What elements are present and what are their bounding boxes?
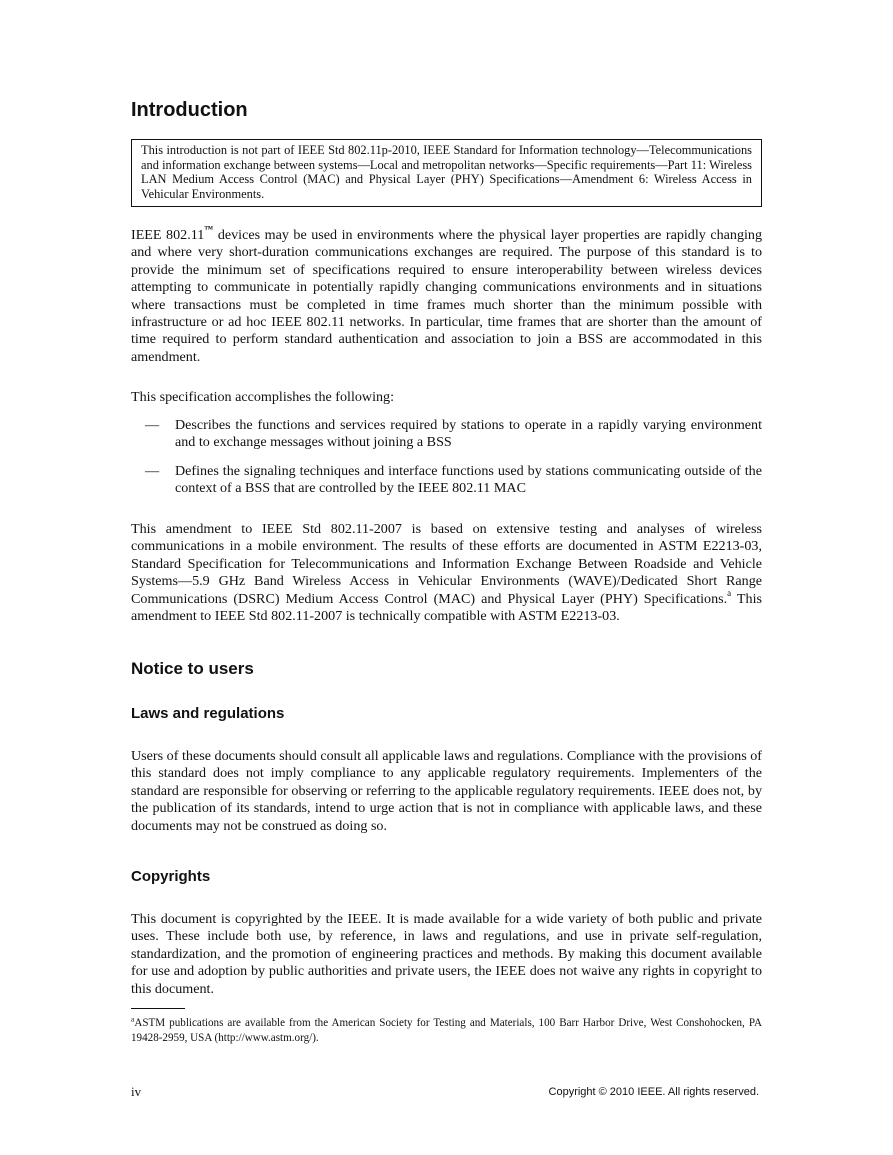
footnote-reference: a xyxy=(727,587,732,598)
intro-paragraph-3-end: This amendment to IEEE Std 802.11-2007 is technically compatible with ASTM E2213-03. xyxy=(131,590,762,625)
intro-paragraph-3-start: This amendment to IEEE Std 802.11-2007 is based on extensive testing and analyses of wireless communications in a mobile environment. The results of these efforts are documented in ASTM E2213-03, Standard Specification for Telecommunications and Information Exchange Between Roadside and Vehicle Systems—5.9 GHz Band Wireless Access in Vehicular Environments (WAVE)/Dedicated Short Range Communications (DSRC) Medium Access Control (MAC) and Physical Layer (PHY) Specifications. xyxy=(131,521,762,607)
footnote-divider xyxy=(131,1008,185,1009)
dash-bullet: — xyxy=(145,462,160,479)
laws-paragraph: Users of these documents should consult all applicable laws and regulations. Compliance with the provisions of this standard does not imply compliance to any applicable regulatory requirements. Implementers of the standard are responsible for observing or referring to the applicable regulatory requirements. IEEE does not, by the publication of its standards, intend to urge action that is not in compliance with applicable laws, and these documents may not be construed as doing so. xyxy=(131,748,762,834)
intro-paragraph-1-start: IEEE 802.11 xyxy=(131,227,205,243)
list-item-text: Defines the signaling techniques and interface functions used by stations communicating outside of the context of a BSS that are controlled by the IEEE 802.11 MAC xyxy=(175,462,762,497)
laws-and-regulations-heading: Laws and regulations xyxy=(131,705,285,722)
intro-paragraph-1 xyxy=(131,224,763,366)
footnote xyxy=(131,1016,762,1046)
introduction-heading: Introduction xyxy=(131,99,248,121)
copyrights-heading: Copyrights xyxy=(131,868,211,885)
intro-paragraph-2: This specification accomplishes the following: xyxy=(131,389,395,405)
dash-bullet: — xyxy=(145,417,160,433)
copyright-footer: Copyright © 2010 IEEE. All rights reserved. xyxy=(548,1086,759,1098)
introduction-note-box: This introduction is not part of IEEE Std 802.11p-2010, IEEE Standard for Information technology—Telecommunications and information exchange between systems—Local and metropolitan networks—Specific requirements—Part 11: Wireless LAN Medium Access Control (MAC) and Physical Layer (PHY) Specifications—Amendment 6: Wireless Access in Vehicular Environments. xyxy=(131,139,762,207)
footnote-text: ASTM publications are available from the American Society for Testing and Materials, 100 Barr Harbor Drive, West Conshohocken, PA 19428-2959, USA (http://www.astm.org/). xyxy=(131,1017,762,1044)
list-item xyxy=(131,463,762,498)
list-item xyxy=(131,417,762,452)
list-item-text: Describes the functions and services required by stations to operate in a rapidly varying environment and to exchange messages without joining a BSS xyxy=(175,417,762,451)
accomplishments-list xyxy=(131,417,762,498)
notice-to-users-heading: Notice to users xyxy=(131,659,254,678)
copyrights-paragraph: This document is copyrighted by the IEEE. It is made available for a wide variety of both public and private uses. These include both use, by reference, in laws and regulations, and use in private self-regulation, standardization, and the promotion of engineering practices and methods. By making this document available for use and adoption by public authorities and private users, the IEEE does not waive any rights in copyright to this document. xyxy=(131,911,762,997)
page-number: iv xyxy=(131,1084,142,1099)
intro-paragraph-3 xyxy=(131,521,762,625)
trademark-symbol: ™ xyxy=(204,224,214,235)
footnote-marker: a xyxy=(131,1014,135,1024)
intro-paragraph-1-rest: devices may be used in environments where the physical layer properties are rapidly changing and where very short-duration communications exchanges are required. The purpose of this standard is to provide the minimum set of specifications required to ensure interoperability between wireless devices attempting to communicate in potentially rapidly changing communications environments and in situations where transactions must be completed in time frames much shorter than the minimum possible with infrastructure or ad hoc IEEE 802.11 networks. In particular, time frames that are shorter than the amount of time required to perform standard authentication and association to join a BSS are accommodated in this amendment. xyxy=(131,227,763,365)
